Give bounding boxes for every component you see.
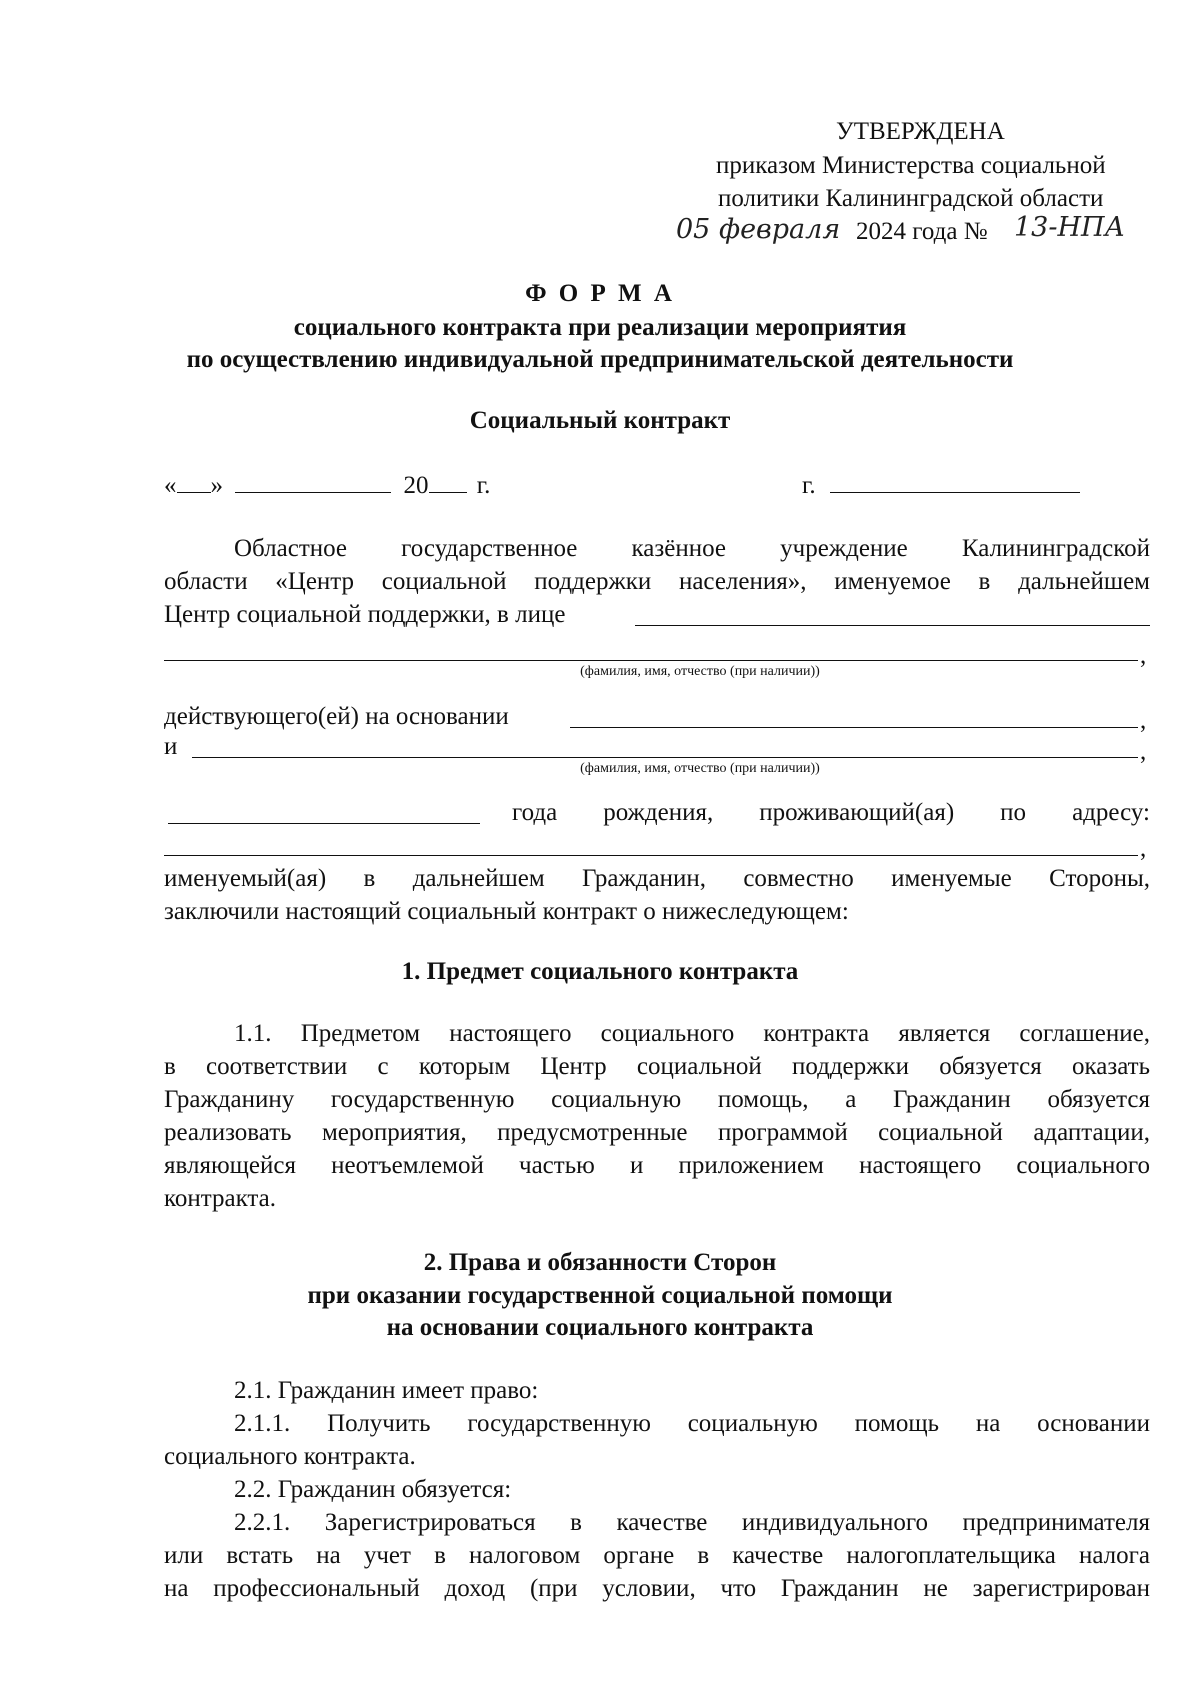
citizen-name-field[interactable] [192, 757, 1138, 758]
approval-line-2: политики Калининградской области [718, 185, 1104, 212]
section-2-title-1: 2. Права и обязанности Сторон [423, 1249, 777, 1276]
approval-year: 2024 года № [856, 218, 988, 245]
named-line-2: заключили настоящий социальный контракт о нижеследующем: [164, 898, 849, 925]
section-1-title: 1. Предмет социального контракта [401, 958, 799, 985]
city-field[interactable] [830, 470, 1080, 493]
day-field[interactable] [177, 470, 211, 493]
contract-title: Социальный контракт [469, 407, 731, 434]
comma-1: , [1140, 642, 1147, 669]
acting-on-label: действующего(ей) на основании [164, 703, 509, 730]
fio-caption-1: (фамилия, имя, отчество (при наличии)) [580, 664, 820, 679]
month-field[interactable] [235, 470, 391, 493]
handwritten-date: 05 февраля [676, 214, 841, 245]
handwritten-number: 13-НПА [1014, 212, 1126, 243]
clause-2-1-head: 2.1. Гражданин имеет право: [234, 1377, 539, 1404]
birth-year-field[interactable] [168, 823, 480, 824]
clause-2-2-head: 2.2. Гражданин обязуется: [234, 1476, 512, 1503]
open-quote: « [164, 472, 177, 499]
and-label: и [164, 733, 178, 760]
clause-2-1-1-line-1: 2.1.1. Получить государственную социальную помощь на основании [234, 1410, 1150, 1437]
section-2-title-3: на основании социального контракта [386, 1314, 814, 1341]
named-line-1: именуемый(ая) в дальнейшем Гражданин, совместно именуемые Стороны, [164, 865, 1150, 892]
intro-line-1: Областное государственное казённое учреждение Калининградской [234, 535, 1150, 562]
representative-field[interactable] [635, 625, 1150, 626]
close-quote: » [210, 472, 223, 499]
birth-address-label: года рождения, проживающий(ая) по адресу: [512, 799, 1150, 826]
year-prefix: 20 [403, 472, 429, 499]
section-1-line-5: являющейся неотъемлемой частью и приложением настоящего социального [164, 1152, 1150, 1179]
section-1-line-3: Гражданину государственную социальную помощь, а Гражданин обязуется [164, 1086, 1150, 1113]
section-1-line-1: 1.1. Предметом настоящего социального контракта является соглашение, [234, 1020, 1150, 1047]
form-heading: Ф О Р М А [525, 280, 675, 307]
year-suffix: г. [476, 472, 491, 499]
comma-3: , [1140, 738, 1147, 765]
section-1-line-4: реализовать мероприятия, предусмотренные программой социальной адаптации, [164, 1119, 1150, 1146]
fio-caption-2: (фамилия, имя, отчество (при наличии)) [580, 761, 820, 776]
address-field[interactable] [164, 855, 1138, 856]
approval-line-1: приказом Министерства социальной [716, 152, 1106, 179]
clause-2-2-1-line-3: на профессиональный доход (при условии, что Гражданин не зарегистрирован [164, 1575, 1150, 1602]
clause-2-2-1-line-1: 2.2.1. Зарегистрироваться в качестве индивидуального предпринимателя [234, 1509, 1150, 1536]
approval-title: УТВЕРЖДЕНА [836, 118, 1005, 145]
section-1-line-2: в соответствии с которым Центр социальной поддержки обязуется оказать [164, 1053, 1150, 1080]
form-subtitle-line-2: по осуществлению индивидуальной предпринимательской деятельности [186, 346, 1014, 373]
comma-4: , [1140, 835, 1147, 862]
city-prefix: г. [802, 472, 816, 499]
clause-2-1-1-line-2: социального контракта. [164, 1443, 416, 1470]
comma-2: , [1140, 707, 1147, 734]
form-subtitle-line-1: социального контракта при реализации мероприятия [293, 314, 907, 341]
year-field[interactable] [429, 470, 467, 493]
intro-line-2: области «Центр социальной поддержки населения», именуемое в дальнейшем [164, 568, 1150, 595]
section-1-line-6: контракта. [164, 1185, 276, 1212]
city-field-group [802, 470, 1080, 502]
clause-2-2-1-line-2: или встать на учет в налоговом органе в качестве налогоплательщика налога [164, 1542, 1150, 1569]
date-fields [164, 470, 490, 502]
section-2-title-2: при оказании государственной социальной помощи [307, 1282, 893, 1309]
representative-field-continued[interactable] [164, 660, 1138, 661]
intro-line-3: Центр социальной поддержки, в лице [164, 601, 566, 628]
basis-field[interactable] [570, 727, 1138, 728]
